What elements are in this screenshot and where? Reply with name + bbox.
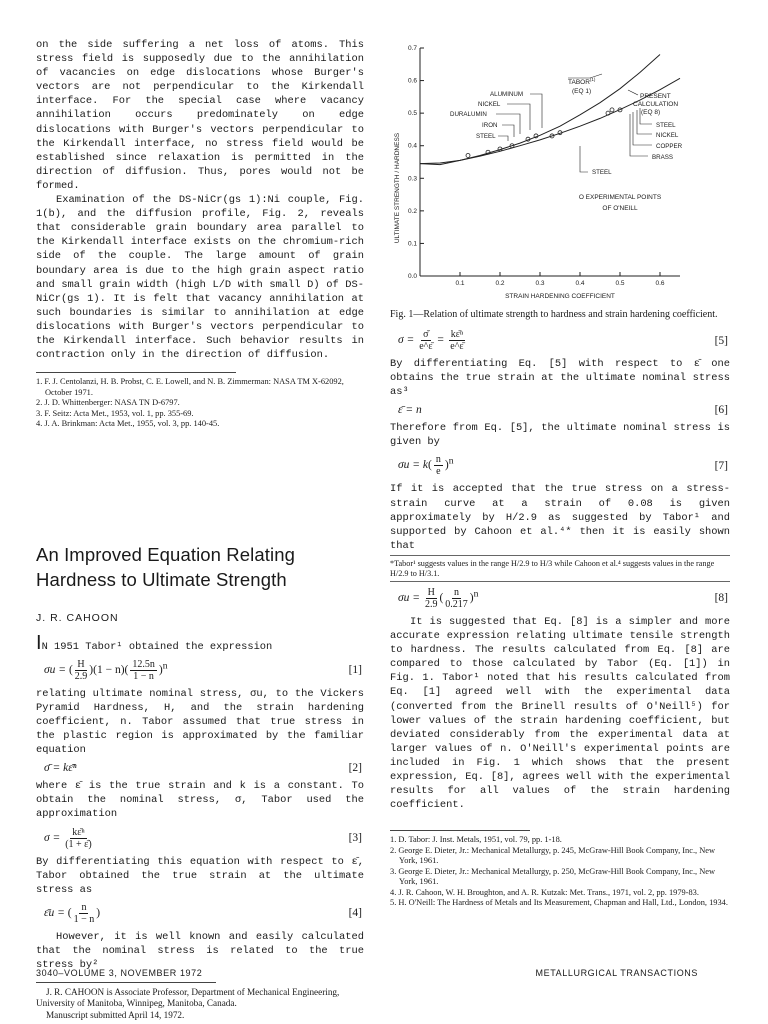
equation-5: σ = $\frac{\sigmā}{e\^{}\varepsilon̄}$ = $\frac{\text{kε̄ⁿ}}{e\^{}\varepsilon̄}$ [5] [398,329,728,352]
reference-item: 1. D. Tabor: J. Inst. Metals, 1951, vol. 79, pp. 1-18. [390,835,562,845]
reference-item: 2. George E. Dieter, Jr.: Mechanical Metallurgy, p. 245, McGraw-Hill Book Company, Inc., New York, 1961. [390,845,716,866]
duralumin-label: DURALUMIN [450,111,487,118]
tabor-label: TABOR$^{(1)}$ [568,77,596,86]
paragraph-3: where ε̄ is the true strain and k is a constant. To obtain the nominal stress, σ, Tabor used the approximation [36,780,364,821]
paragraph-4: By differentiating this equation with respect to ε̄, Tabor obtained the true strain at the ultimate stress as [36,855,364,896]
tabor-curve [420,55,660,165]
paragraph-2: relating ultimate nominal stress, σu, to the Vickers Pyramid Hardness, H, and the strain hardening coefficient, n. Tabor assumed that true stress in the plastic region is approximated by the familiar equation [36,687,364,757]
dropcap: I [36,631,42,654]
leader-line [633,112,652,145]
reference-item: 4. J. A. Brinkman: Acta Met., 1955, vol. 3, pp. 140-45. [36,419,220,429]
leader-line [530,94,542,128]
x-tick-label: 0.5 [615,280,625,287]
references-left [36,372,344,430]
y-tick-label: 0.2 [407,207,417,215]
x-axis-label: STRAIN HARDENING COEFFICIENT [505,293,615,300]
equation-4: ε̄u = ( $\frac{n}{1 - n}$ ) [4] [44,901,362,925]
aluminum-label: ALUMINUM [490,91,524,98]
right-column [390,38,730,909]
author-name: J. R. CAHOON [36,611,119,624]
nickel-label: NICKEL [478,101,501,108]
tabor-eq-label: (EQ 1) [572,88,592,95]
y-tick-label: 0.4 [407,142,417,150]
equation-6: ε̄ = n [6] [398,404,728,417]
paragraph-8: If it is accepted that the true stress on a stress-strain curve at a strain of 0.08 is given approximately by H/2.9 as suggested by Tabor¹ and supported by Cahoon et al.⁴* then it is easily shown that [390,483,730,552]
paragraph-5: However, it is well known and easily calculated that the nominal stress is related to the true stress by² [36,930,364,971]
intro-paragraph: Examination of the DS-NiCr(gs 1):Ni couple, Fig. 1(b), and the diffusion profile, Fig. 2, reveals that considerable grain boundary area parallel to the Kirkendall interface exists on the chromium-rich side of the couple. The large amount of grain boundary area is due to the high grain aspect ratio and small grain width (high L/D with small D) of DS-NiCr(gs 1). It is felt that vacancy annihilation at such boundaries is similar to annihilation at edge dislocations with Burger's vectors perpendicular to the Kirkendall interface. Such behavior results in contraction only in the direction of diffusion. [36,194,364,362]
footer-left: 3040–VOLUME 3, NOVEMBER 1972 [36,968,203,978]
present-label-1: PRESENT [640,93,671,100]
article-title: An Improved Equation Relating Hardness to Ultimate Strength [36,543,295,590]
y-tick-label: 0.6 [407,77,417,85]
equation-1: σu = ( $\frac{H}{2.9}$ )(1 − n)( $\frac{12.5n}{1 - n}$ )$^n$ [1] [44,658,362,682]
figure-caption: Fig. 1—Relation of ultimate strength to hardness and strain hardening coefficient. [390,309,718,320]
figure-1-chart [390,38,730,300]
intro-paragraph: on the side suffering a net loss of atoms. This stress field is supposedly due to the annihilation of vacancies on edge dislocations whose Burger's vectors are not perpendicular to the Kirkendall interface. For the special case where vacancy annihilation occurs predominately on edge dislocations with Burger's vectors perpendicular to the Kirkendall interface, no stress field would be established since relaxation is permitted in the direction of diffusion. Thus, pores would not be formed. [36,39,364,192]
footer-right: METALLURGICAL TRANSACTIONS [535,968,698,978]
leader-line [580,146,588,172]
equation-3: σ = $\frac{\text{kε̄ⁿ}}{(1 + \varepsilon̄)}$ [3] [44,826,362,850]
x-tick-label: 0.3 [535,280,545,287]
legend-line-1: O EXPERIMENTAL POINTS [578,194,662,201]
nickel-label: NICKEL [656,132,679,139]
y-tick-label: 0.1 [407,240,417,248]
legend-line-2: OF O'NEILL [602,205,638,212]
leader-line [568,74,602,78]
reference-item: 3. George E. Dieter, Jr.: Mechanical Metallurgy, p. 250, McGraw-Hill Book Company, Inc., New York, 1961. [390,866,716,887]
reference-item: 5. H. O'Neill: The Hardness of Metals and Its Measurement, Chapman and Hall, Ltd., London, 1934. [390,898,728,908]
x-tick-label: 0.2 [495,280,505,287]
x-tick-label: 0.6 [655,280,665,287]
leader-line [628,90,638,95]
paragraph-6: By differentiating Eq. [5] with respect to ε̄ one obtains the true strain at the ultimate nominal stress as³ [390,358,730,399]
steel-label: STEEL [592,169,612,176]
iron-label: IRON [482,122,498,129]
equation-2: σ̄ = kε̄ⁿ [2] [44,762,362,775]
paragraph-1: N 1951 Tabor¹ obtained the expression [41,640,273,653]
experimental-point [466,153,470,157]
equation-8: σu = $\frac{H}{2.9}$ ( $\frac{n}{0.217}$ )$^n$ [8] [398,586,728,610]
reference-item: 1. F. J. Centolanzi, H. B. Probst, C. E. Lowell, and N. B. Zimmerman: NASA TM X-62092, October 1971. [36,377,344,397]
brass-label: BRASS [652,154,673,161]
equation-7: σu = k( $\frac{n}{e}$ )$^n$ [7] [398,454,728,478]
leader-line [496,114,520,134]
present-calculation-curve [420,78,680,163]
paragraph-9: It is suggested that Eq. [8] is a simpler and more accurate expression relating ultimate tensile strength to hardness. The results calculated from Eq. [8] are compared to those calculated by Tabor (Eq. [1]) in Fig. 1. Tabor¹ noted that his results calculated from Eq. [1] agreed well with the experimental data (converted from the Brinell results of O'Neill⁵) for lower values of the strain hardening coefficient, but deviated considerably from the experimental data at larger values of n. O'Neill's experimental points are included in Fig. 1 which shows that the present expression, Eq. [8], agrees well with the experimental results for all values of the strain hardening coefficient. [390,615,730,812]
y-tick-label: 0.0 [407,273,417,280]
reference-item: 4. J. R. Cahoon, W. H. Broughton, and A. R. Kutzak: Met. Trans., 1971, vol. 2, pp. 1979-83. [390,887,699,897]
chart-ticks [408,45,665,287]
x-tick-label: 0.4 [575,280,585,287]
author-affiliation: J. R. CAHOON is Associate Professor, Department of Mechanical Engineering, University of Manitoba, Winnipeg, Manitoba, Canada. Manuscript submitted April 14, 1972. [36,982,216,1021]
x-tick-label: 0.1 [455,280,465,287]
leader-line [502,125,514,137]
steel-label: STEEL [656,122,676,129]
footnote: *Tabor¹ suggests values in the range H/2.9 to H/3 while Cahoon et al.⁴ suggests values in the range H/2.9 to H/3.1. [390,555,730,582]
experimental-point [610,108,614,112]
chart-axes [420,48,680,276]
reference-item: 3. F. Seitz: Acta Met., 1953, vol. 1, pp. 355-69. [36,408,194,418]
reference-item: 2. J. D. Whittenberger: NASA TN D-6797. [36,398,180,408]
leader-line [507,104,530,130]
left-column [36,38,364,1021]
y-axis-label: ULTIMATE STRENGTH / HARDNESS [394,132,401,244]
leader-line [498,136,508,141]
present-label-2: CALCULATION [633,101,679,108]
chart-labels [450,74,683,176]
copper-label: COPPER [656,143,683,150]
steel-label: STEEL [476,133,496,140]
references-right [390,830,728,909]
y-tick-label: 0.7 [407,45,417,52]
y-tick-label: 0.3 [407,175,417,183]
present-label-3: (EQ 8) [641,109,661,116]
paragraph-7: Therefore from Eq. [5], the ultimate nominal stress is given by [390,422,730,449]
y-tick-label: 0.5 [407,110,417,118]
